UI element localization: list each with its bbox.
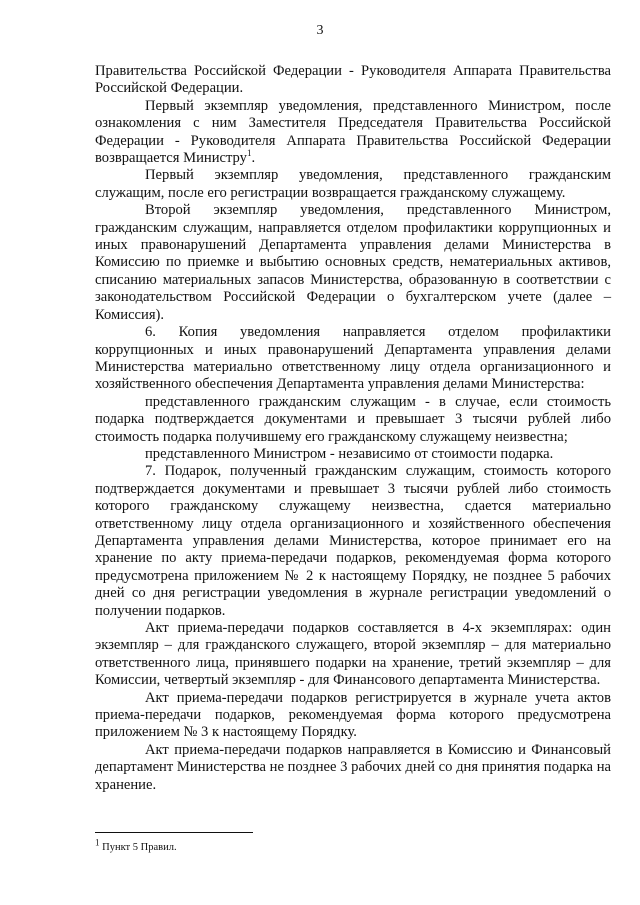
footnote-ref: 1 bbox=[246, 148, 252, 159]
paragraph: Акт приема-передачи подарков направляется в Комиссию и Финансовый департамент Министерства не позднее 3 рабочих дней со дня принятия подарка на хранение. bbox=[95, 741, 611, 793]
paragraph: Акт приема-передачи подарков регистрируется в журнале учета актов приема-передачи подарков, рекомендуемая форма которого предусмотрена приложением № 3 к настоящему Порядку. bbox=[95, 689, 611, 741]
footnote bbox=[95, 837, 177, 854]
footnote-text: Пункт 5 Правил. bbox=[102, 842, 177, 853]
footnote-divider bbox=[95, 832, 253, 833]
paragraph: 6. Копия уведомления направляется отделом профилактики коррупционных и иных правонарушений Департамента управления делами Министерства материально ответственному лицу отдела организационного и хозяйственного обеспечения Департамента управления делами Министерства: bbox=[95, 324, 611, 393]
paragraph-text: Первый экземпляр уведомления, представленного Министром, после ознакомления с ним Заместителя Председателя Правительства Российской Федерации - Руководителя Аппарата Правительства Российской Федерации возвращается Министру bbox=[95, 97, 611, 167]
page-number: 3 bbox=[316, 23, 324, 38]
paragraph: Второй экземпляр уведомления, представленного Министром, гражданским служащим, направляется отделом профилактики коррупционных и иных правонарушений Департамента управления делами Министерства в Комиссию по приемке и выбытию основных средств, нематериальных активов, списанию материальных запасов Министерства, образованную в соответствии с законодательством Российской Федерации о бухгалтерском учете (далее – Комиссия). bbox=[95, 202, 611, 323]
footnote-marker: 1 bbox=[95, 837, 100, 848]
document-body bbox=[95, 63, 611, 794]
paragraph: Правительства Российской Федерации - Руководителя Аппарата Правительства Российской Федерации. bbox=[95, 63, 611, 97]
paragraph: Акт приема-передачи подарков составляется в 4-х экземплярах: один экземпляр – для гражданского служащего, второй экземпляр – для материально ответственного лица, принявшего подарки на хранение, третий экземпляр – для Комиссии, четвертый экземпляр - для Финансового департамента Министерства. bbox=[95, 620, 611, 689]
paragraph: Первый экземпляр уведомления, представленного гражданским служащим, после его регистрации возвращается гражданскому служащему. bbox=[95, 167, 611, 201]
paragraph: представленного гражданским служащим - в случае, если стоимость подарка подтверждается документами и превышает 3 тысячи рублей либо стоимость подарка получившему его гражданскому служащему неизвестна; bbox=[95, 393, 611, 445]
paragraph: представленного Министром - независимо от стоимости подарка. bbox=[145, 445, 554, 462]
paragraph: Первый экземпляр уведомления, представленного Министром, после ознакомления с ним Заместителя Председателя Правительства Российской Федерации - Руководителя Аппарата Правительства Российской Федерации возвращается Министру$^1$. bbox=[95, 97, 611, 167]
paragraph: 7. Подарок, полученный гражданским служащим, стоимость которого подтверждается документами и превышает 3 тысячи рублей либо стоимость которого гражданскому служащему неизвестна, сдается материально ответственному лицу отдела организационного и хозяйственного обеспечения Департамента управления делами Министерства, которое принимает его на хранение по акту приема-передачи подарков, рекомендуемая форма которого предусмотрена приложением № 2 к настоящему Порядку, не позднее 5 рабочих дней со дня регистрации уведомления в журнале регистрации уведомлений о получении подарков. bbox=[95, 463, 611, 619]
